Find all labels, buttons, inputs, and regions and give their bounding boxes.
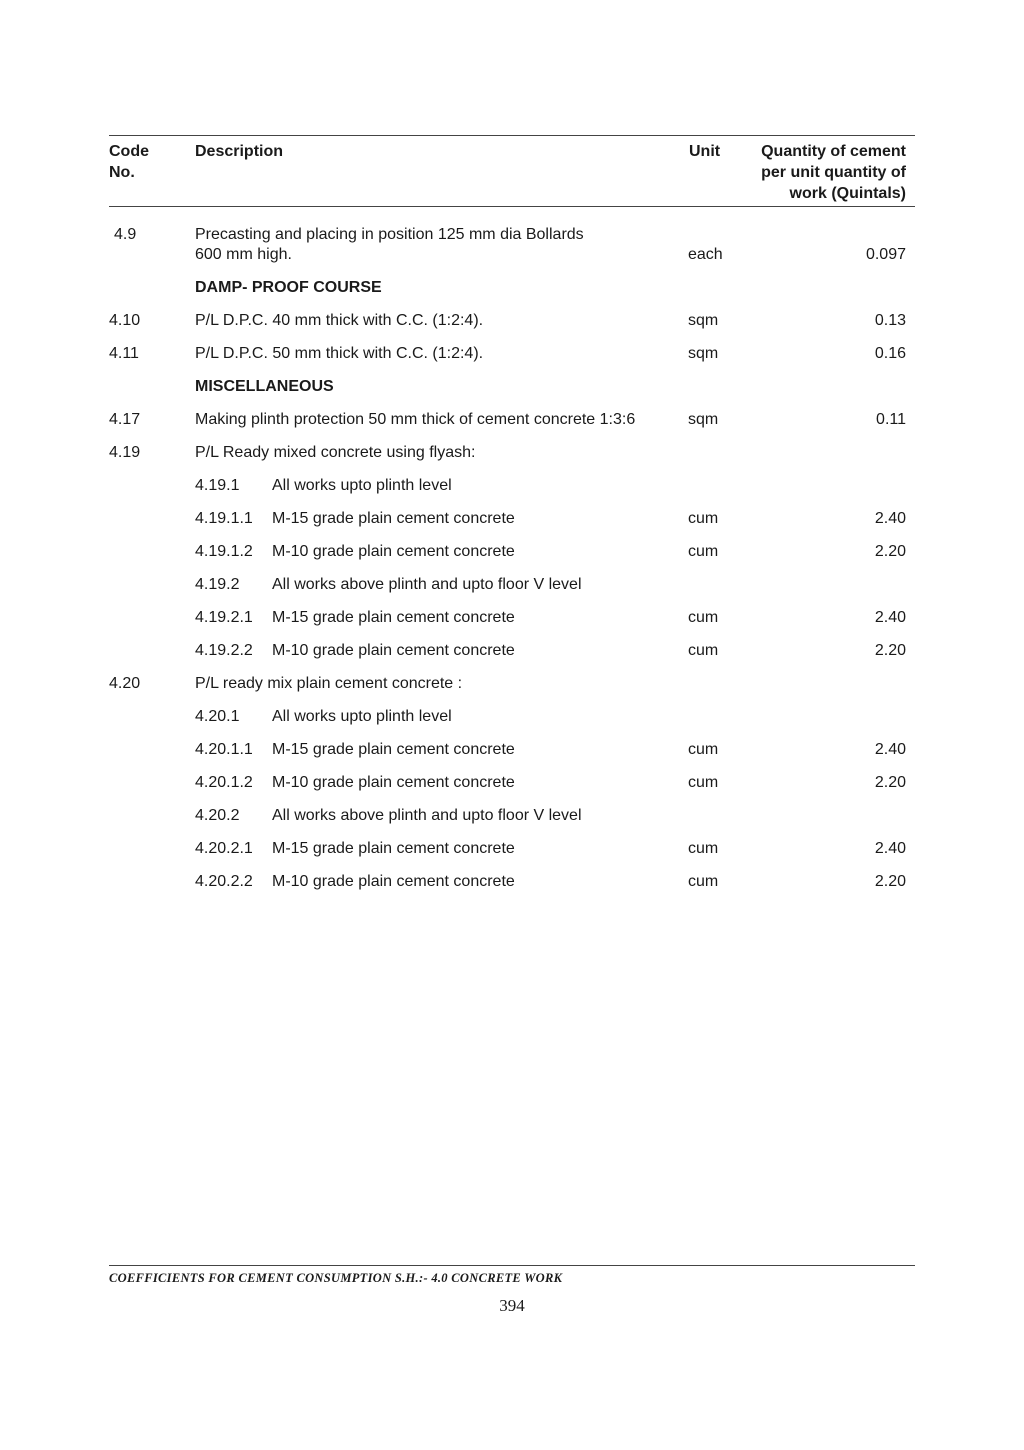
header-top-rule <box>109 135 915 136</box>
row-description: Making plinth protection 50 mm thick of cement concrete 1:3:6 <box>195 411 636 428</box>
row-unit: cum <box>688 774 719 791</box>
row-description: P/L Ready mixed concrete using flyash: <box>195 444 476 461</box>
row-subcode: 4.20.1 <box>195 708 240 725</box>
row-subcode: 4.20.2.2 <box>195 873 253 890</box>
table-row <box>0 575 1024 599</box>
row-quantity: 2.20 <box>874 774 906 791</box>
footer-title: COEFFICIENTS FOR CEMENT CONSUMPTION S.H.:- 4.0 CONCRETE WORK <box>109 1271 563 1285</box>
table-row <box>0 740 1024 764</box>
row-subcode: 4.20.2.1 <box>195 840 253 857</box>
table-row <box>0 225 1024 269</box>
row-quantity: 0.13 <box>874 312 906 329</box>
row-code: 4.20 <box>109 675 141 692</box>
row-subcode: 4.19.2.2 <box>195 642 253 659</box>
table-row <box>0 410 1024 434</box>
row-unit: cum <box>688 873 719 890</box>
row-description: P/L D.P.C. 50 mm thick with C.C. (1:2:4). <box>195 345 484 362</box>
table-row <box>0 377 1024 401</box>
table-row <box>0 641 1024 665</box>
row-description: P/L ready mix plain cement concrete : <box>195 675 463 692</box>
row-subcode: 4.19.1 <box>195 477 240 494</box>
row-quantity: 2.40 <box>874 510 906 527</box>
row-description: All works upto plinth level <box>272 477 452 494</box>
row-unit: sqm <box>688 411 719 428</box>
header-description: Description <box>195 143 284 160</box>
table-row <box>0 509 1024 533</box>
row-code: 4.17 <box>109 411 141 428</box>
row-quantity: 2.20 <box>874 543 906 560</box>
table-row <box>0 443 1024 467</box>
row-quantity: 2.20 <box>874 642 906 659</box>
table-row <box>0 806 1024 830</box>
table-row <box>0 278 1024 302</box>
table-row <box>0 476 1024 500</box>
table-row <box>0 773 1024 797</box>
row-unit: cum <box>688 543 719 560</box>
row-description: M-15 grade plain cement concrete <box>272 510 515 527</box>
row-unit: each <box>688 246 723 263</box>
row-unit: cum <box>688 840 719 857</box>
header-bottom-rule <box>109 206 915 207</box>
footer-rule <box>109 1265 915 1266</box>
row-subcode: 4.19.2 <box>195 576 240 593</box>
row-description: M-15 grade plain cement concrete <box>272 840 515 857</box>
row-description: Precasting and placing in position 125 mm dia Bollards 600 mm high. <box>195 226 584 263</box>
header-unit: Unit <box>689 143 721 160</box>
row-unit: cum <box>688 741 719 758</box>
row-description: M-10 grade plain cement concrete <box>272 543 515 560</box>
row-code: 4.11 <box>109 345 139 362</box>
row-subcode: 4.19.1.2 <box>195 543 253 560</box>
table-row <box>0 608 1024 632</box>
table-row <box>0 674 1024 698</box>
row-unit: sqm <box>688 312 719 329</box>
table-row <box>0 344 1024 368</box>
row-subcode: 4.20.2 <box>195 807 240 824</box>
row-quantity: 0.11 <box>876 411 906 428</box>
row-subcode: 4.19.1.1 <box>195 510 253 527</box>
row-quantity: 0.097 <box>865 246 906 263</box>
row-description: All works above plinth and upto floor V level <box>272 576 582 593</box>
header-code: Code No. <box>109 143 149 181</box>
row-description: M-15 grade plain cement concrete <box>272 741 515 758</box>
page-number: 394 <box>499 1296 525 1315</box>
row-code: 4.9 <box>114 226 137 243</box>
table-row <box>0 839 1024 863</box>
header-quantity: Quantity of cement per unit quantity of work (Quintals) <box>761 143 906 202</box>
table-row <box>0 311 1024 335</box>
row-unit: cum <box>688 642 719 659</box>
row-description: M-10 grade plain cement concrete <box>272 774 515 791</box>
row-quantity: 2.40 <box>874 609 906 626</box>
row-description: All works above plinth and upto floor V level <box>272 807 582 824</box>
row-unit: cum <box>688 609 719 626</box>
row-subcode: 4.19.2.1 <box>195 609 253 626</box>
row-description: P/L D.P.C. 40 mm thick with C.C. (1:2:4). <box>195 312 484 329</box>
row-subcode: 4.20.1.2 <box>195 774 253 791</box>
row-quantity: 2.40 <box>874 840 906 857</box>
row-quantity: 2.20 <box>874 873 906 890</box>
row-code: 4.19 <box>109 444 141 461</box>
row-quantity: 2.40 <box>874 741 906 758</box>
row-unit: sqm <box>688 345 719 362</box>
row-description: DAMP- PROOF COURSE <box>195 279 382 296</box>
row-description: MISCELLANEOUS <box>195 378 334 395</box>
table-row <box>0 542 1024 566</box>
row-description: All works upto plinth level <box>272 708 452 725</box>
row-description: M-15 grade plain cement concrete <box>272 609 515 626</box>
row-description: M-10 grade plain cement concrete <box>272 642 515 659</box>
row-unit: cum <box>688 510 719 527</box>
table-row <box>0 707 1024 731</box>
row-description: M-10 grade plain cement concrete <box>272 873 515 890</box>
row-subcode: 4.20.1.1 <box>195 741 253 758</box>
table-row <box>0 872 1024 896</box>
row-quantity: 0.16 <box>874 345 906 362</box>
row-code: 4.10 <box>109 312 141 329</box>
